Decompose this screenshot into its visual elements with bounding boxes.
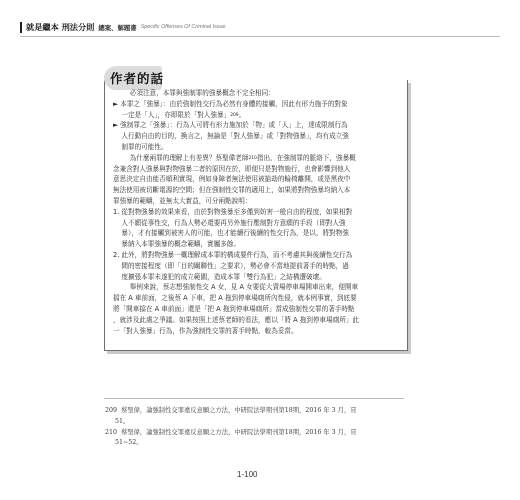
footnote-line: 210 蔡聖偉，論強制性交罪違反意願之方法，中研院法學期刊第18期，2016 年 3 月，頁 (105, 428, 357, 436)
text-line: 間的密接程度（即「目的關聯性」之要求），勢必會不當地提前著手的時點，過 (113, 261, 349, 270)
text-line: 舉例來說，蔡志想強制性交 A 女，見 A 女要從大賣場停車場開車出來，便開車 (113, 283, 359, 292)
footnote-line: 51~52。 (105, 439, 143, 447)
text-line: 暴），才有接觸到被害人的可能，也才能續行後續的性交行為，是以，將對物強 (113, 229, 349, 238)
text-line: 念兼含對人強暴與對物強暴二者的原因在於，即便只是對物施行，也會影響到他人 (113, 164, 351, 173)
footnotes (105, 406, 405, 449)
book-title: 就是繼本 刑法分則 (26, 21, 95, 32)
text-line: 度擴張本罪未遂犯的成立範圍，造成本罪「雙行為犯」之結構遭破壞。 (113, 272, 326, 281)
text-line: ► 本罪之「強暴」：由於強制性交行為必然有身體的接觸，因此有形力施予的對象 (113, 99, 348, 108)
header-rule (20, 36, 500, 37)
text-line: 必須注意，本罪與強制罪的強暴概念不完全相同： (113, 89, 275, 97)
text-line: 罪強暴的範疇，並無太大實益，可分兩點說明： (113, 196, 252, 205)
footnote-rule (104, 398, 404, 399)
author-note-text (113, 88, 399, 336)
text-line: 制罪的可能性。 (113, 142, 168, 151)
text-line: 1. 從對物強暴的效果來看，由於對物強暴至多僅到妨害一般自由的程度，如果相對 (113, 207, 353, 216)
header-bar-mark (20, 22, 22, 33)
text-line: 人行動自由的目的，換言之，無論是「對人強暴」或「對物強暴」，均有成立強 (113, 132, 349, 141)
footnote-line: 209 蔡聖偉，論強制性交罪違反意願之方法，中研院法學期刊第18期，2016 年 3 月，頁 (105, 407, 357, 414)
footnote-ref: 209 (230, 112, 239, 118)
text-line: 意思決定自由能否順利實現，例如身障者無法使用被搶劫的輪椅離開，或是黑夜中 (113, 175, 351, 184)
section-title: 作者的話 (110, 71, 165, 86)
text-line: 擋在 A 車前面，之後蔡 A 下車，把 A 拖到停車場廁所內性侵，就本例事實，到底要 (113, 294, 357, 303)
text-line: 2. 此外，將對物強暴一概理解成本罪的構成要件行為，而不考慮其與後續性交行為 (113, 250, 353, 259)
footnote-ref: 210 (248, 155, 257, 161)
running-head (20, 20, 226, 34)
book-english-title: Specific Offenses Of Criminal Issue (140, 24, 226, 30)
text-line: ► 強制罪之「強暴」：行為人可將有形力施加於「物」或「人」上，達成限制行為 (113, 121, 348, 130)
text-line: 人不願從事性交，行為人勢必還要再另外施行壓制對方意願的手段（即對人強 (113, 218, 346, 227)
text-line: ，就涉及此處之爭議。如果按照上述蔡老師的看法，應以「將 A 拖到停車場廁所」此 (113, 315, 360, 324)
page-number: 1-100 (237, 470, 258, 479)
text-line: 為什麼兩罪的理解上有差異？蔡聖偉老師$^{210}$指出，在強制罪的脈絡下，強暴概 (113, 153, 356, 162)
text-line: 無法使用被切斷電源的空間；但在強制性交罪的適用上，如果將對物強暴均納入本 (113, 186, 351, 195)
book-subtitle: 總案、解題書 (98, 23, 137, 32)
text-line: 將「開車擋在 A 車前面」還是「把 A 拖到停車場廁所」當成強制性交罪的著手時點 (113, 304, 355, 313)
footnote-line: 51。 (105, 417, 130, 425)
text-line: 一定是「人」，亦即限於「對人強暴」$^{209}$。 (113, 110, 246, 119)
text-line: 暴納入本罪強暴的概念範疇，實屬多餘。 (113, 240, 241, 249)
text-line: 一「對人強暴」行為，作為強制性交罪的著手時點，較為妥當。 (113, 326, 298, 335)
